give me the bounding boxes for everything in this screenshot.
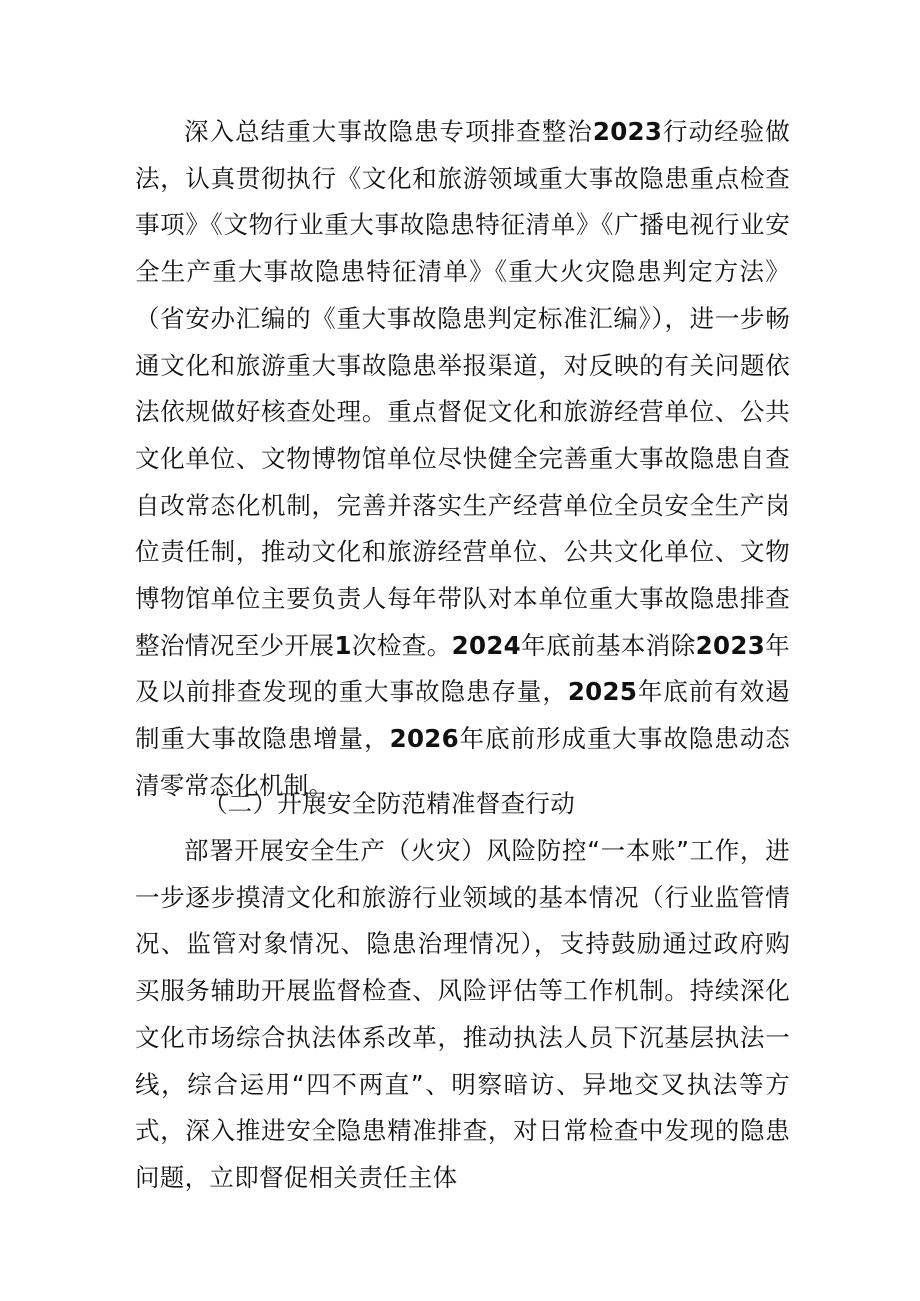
section-heading-block <box>135 781 790 828</box>
text-run: 年底前形成重大事故隐患动态清零常态化机制。 <box>135 724 790 800</box>
text-run: 年底前基本消除 <box>521 630 696 660</box>
year-number: 2024 <box>451 630 522 660</box>
year-number: 2025 <box>567 677 638 707</box>
text-run: 年及以前排查发现的重大事故隐患存量， <box>135 630 790 707</box>
section-heading: （二）开展安全防范精准督查行动 <box>203 789 575 818</box>
text-run: 行动经验做法，认真贯彻执行《文化和旅游领域重大事故隐患重点检查事项》《文物行业重大事故隐患特征清单》《广播电视行业安全生产重大事故隐患特征清单》《重大火灾隐患判定方法》（省安办汇编的《重大事故隐患判定标准汇编》），进一步畅通文化和旅游重大事故隐患举报渠道，对反映的有关问题依法依规做好核查处理。重点督促文化和旅游经营单位、公共文化单位、文物博物馆单位尽快健全完善重大事故隐患自查自改常态化机制，完善并落实生产经营单位全员安全生产岗位责任制，推动文化和旅游经营单位、公共文化单位、文物博物馆单位主要负责人每年带队对本单位重大事故隐患排查整治情况至少开展 <box>135 117 790 660</box>
year-number: 2026 <box>389 724 459 754</box>
text-run: 次检查。 <box>351 630 452 660</box>
text-run: 年底前有效遏制重大事故隐患增量， <box>135 677 790 754</box>
year-number: 2023 <box>592 117 663 146</box>
paragraph-major-hazards <box>135 109 790 810</box>
year-number: 2023 <box>695 630 766 660</box>
paragraph-text: 部署开展安全生产（火灾）风险防控“一本账”工作，进一步逐步摸清文化和旅游行业领域的基本情况（行业监管情况、监管对象情况、隐患治理情况），支持鼓励通过政府购买服务辅助开展监督检查、风险评估等工作机制。持续深化文化市场综合执法体系改革，推动执法人员下沉基层执法一线，综合运用“四不两直”、明察暗访、异地交叉执法等方式，深入推进安全隐患精准排查，对日常检查中发现的隐患问题，立即督促相关责任主体 <box>135 836 790 1192</box>
count-number: 1 <box>334 630 352 660</box>
paragraph-text <box>135 109 790 810</box>
paragraph-inspection <box>135 828 790 1202</box>
text-run: 深入总结重大事故隐患专项排查整治 <box>184 117 593 146</box>
